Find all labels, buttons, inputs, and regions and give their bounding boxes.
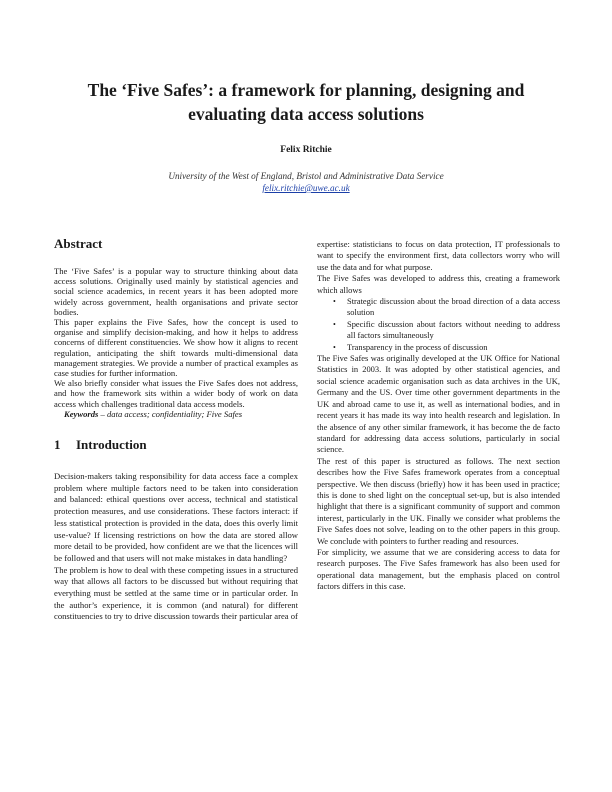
bullet-icon: • bbox=[333, 342, 336, 352]
abstract-heading: Abstract bbox=[54, 236, 103, 251]
keywords-separator: – bbox=[98, 408, 107, 419]
bullet-item bbox=[333, 341, 560, 353]
body-paragraph: The rest of this paper is structured as follows. The next section describes how the Five Safes framework operates from a conceptual perspective. We then discuss (briefly) how it has been used in practice; this is done to shed light on the conceptual set-up, but is also intended highlight that there is a significant community of support and common interest, particularly in the UK. Finally we consider what problems the Five Safes does not solve, leading on to the other papers in this group. We conclude with pointers to further reading and resources. bbox=[317, 455, 560, 546]
abstract-paragraph: The ‘Five Safes’ is a popular way to structure thinking about data access solutions. Originally used mainly by statistical agencies and social science academics, in recent years it has been adopted more widely across government, health organisations and private sector bodies. bbox=[54, 266, 298, 317]
body-paragraph: The Five Safes was developed to address this, creating a framework which allows bbox=[317, 273, 560, 295]
right-column bbox=[317, 239, 560, 593]
keywords-line bbox=[54, 409, 298, 419]
bullet-item bbox=[333, 296, 560, 319]
body-paragraph: expertise: statisticians to focus on data protection, IT professionals to want to specify the environment first, data collectors worry who will use the data and for what purpose. bbox=[317, 239, 560, 272]
section-title: Introduction bbox=[76, 437, 147, 453]
keywords-label: Keywords bbox=[64, 408, 99, 419]
intro-paragraph: Decision-makers taking responsibility for data access face a complex problem where multiple factors need to be taken into consideration and balanced: ethical questions over access, technical and statistical protection measures, and use considerations. These factors interact: if less statistical protection is provided in the data, does this overly limit use-value? If licensing restrictions on how the data are stored allow more detail to be provided, how confident are we that the licences will be followed and that users will not make mistakes in data handling? bbox=[54, 471, 298, 563]
intro-paragraph: The problem is how to deal with these competing issues in a structured way that allows all factors to be discussed but without requiring that everything must be settled at the same time or in particular order. In the author’s experience, it is common (and natural) for different constituencies to try to drive discussion towards their particular area of bbox=[54, 564, 298, 622]
author-affiliation: University of the West of England, Bristol and Administrative Data Service bbox=[168, 171, 444, 181]
title-line-1: The ‘Five Safes’: a framework for planning, designing and bbox=[87, 80, 525, 100]
body-paragraph: The Five Safes was originally developed at the UK Office for National Statistics in 2003. It was adopted by other statistical agencies, and social science academic organisation such as data archives in the UK, Germany and the US. Over time other government departments in the UK and abroad came to use it, as well as international bodies, and in recent years it has made its way into health research and legislation. In the absence of any other similar framework, it has become the de facto standard for addressing data access solutions, particularly in social science. bbox=[317, 353, 560, 455]
abstract-paragraph: We also briefly consider what issues the Five Safes does not address, and how the framework sits within a wider body of work on data access which challenges traditional data access models. bbox=[54, 378, 298, 409]
bullet-icon: • bbox=[333, 297, 336, 307]
section-heading-introduction bbox=[54, 437, 298, 453]
introduction-body bbox=[54, 471, 298, 623]
bullet-text: Strategic discussion about the broad direction of a data access solution bbox=[347, 296, 560, 318]
keywords-list: data access; confidentiality; Five Safes bbox=[106, 408, 243, 419]
author-email-line bbox=[0, 183, 612, 193]
bullet-item bbox=[333, 318, 560, 342]
bullet-text: Specific discussion about factors without needing to address all factors simultaneously bbox=[347, 318, 560, 341]
framework-bullet-list bbox=[317, 296, 560, 353]
author-email-link[interactable]: felix.ritchie@uwe.ac.uk bbox=[262, 183, 350, 193]
left-column bbox=[54, 236, 298, 623]
bullet-text: Transparency in the process of discussion bbox=[347, 341, 488, 352]
abstract-paragraph: This paper explains the Five Safes, how the concept is used to organise and simplify decision-making, and how it helps to address concerns of different constituencies. We show how it aligns to recent regulation, anticipating the shift towards multi-dimensional data management strategies. We provide a number of practical examples as case studies for further information. bbox=[54, 317, 298, 379]
abstract-body bbox=[54, 266, 298, 419]
body-paragraph: For simplicity, we assume that we are considering access to data for research purposes. The Five Safes framework has also been used for operational data management, but the emphasis placed on control factors differs in this case. bbox=[317, 546, 560, 592]
title-line-2: evaluating data access solutions bbox=[188, 104, 424, 124]
paper-title bbox=[60, 78, 552, 126]
section-number: 1 bbox=[54, 437, 61, 453]
author-name: Felix Ritchie bbox=[280, 145, 332, 155]
bullet-icon: • bbox=[333, 319, 336, 329]
